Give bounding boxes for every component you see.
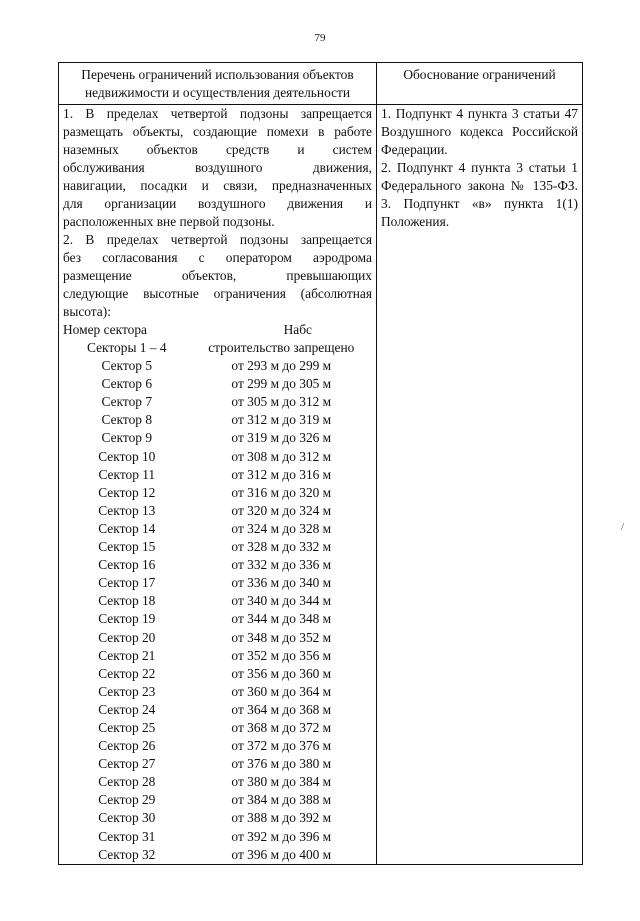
sector-height: от 299 м до 305 м [231,376,332,392]
sector-name: Сектор 14 [98,520,156,536]
sector-row [63,629,372,647]
sector-row [63,719,372,737]
sector-name: Сектор 26 [98,738,156,754]
header-restrictions-list: Перечень ограничений использования объектов недвижимости и осуществления деятельности [59,63,377,105]
sector-row [63,701,372,719]
table-body-row [59,105,583,865]
sector-name: Сектор 9 [101,430,153,446]
basis-line: 2. Подпункт 4 пункта 3 статьи 1 [381,160,578,175]
sector-row [63,556,372,574]
sector-row [63,429,372,447]
sector-row [63,846,372,864]
sector-height: от 328 м до 332 м [231,539,332,555]
sector-height: от 388 м до 392 м [231,810,332,826]
page-number: 79 [314,32,326,44]
sector-row [63,755,372,773]
sector-row [63,484,372,502]
item-2-line: следующие высотные ограничения (абсолютная [63,286,372,301]
sector-height: от 324 м до 328 м [231,520,332,536]
sector-row [63,411,372,429]
basis-line: 3. Подпункт «в» пункта 1(1) [381,196,578,211]
sector-row [63,574,372,592]
sector-row [63,773,372,791]
restrictions-table [58,62,583,865]
sector-name: Сектор 28 [98,774,156,790]
sector-name: Сектор 5 [101,358,153,374]
sector-height: строительство запрещено [208,340,355,355]
sector-height: от 376 м до 380 м [231,756,332,772]
sector-row [63,683,372,701]
sector-name: Сектор 17 [98,575,156,591]
sector-height: от 340 м до 344 м [231,593,332,609]
sector-row [63,592,372,610]
sector-height: от 312 м до 319 м [231,412,332,428]
item-1-line: навигации, посадки и связи, предназначенных [63,178,372,193]
sector-row [63,502,372,520]
item-2-line: размещение объектов, превышающих [63,268,372,283]
sector-height: от 344 м до 348 м [231,611,332,627]
sector-height: от 316 м до 320 м [231,484,332,500]
sector-height: от 372 м до 376 м [231,738,332,754]
sector-row [63,393,372,411]
sector-name: Сектор 22 [98,665,156,681]
basis-line: 1. Подпункт 4 пункта 3 статьи 47 [381,106,578,121]
sector-row-1-4 [63,339,372,357]
item-1-line: наземных объектов средств и систем [63,142,372,157]
item-1-line: размещать объекты, создающие помехи в работе [63,124,372,139]
basis-line: Федерации. [381,142,448,157]
sector-height: от 364 м до 368 м [231,701,332,717]
sector-height: от 380 м до 384 м [231,774,332,790]
sector-name: Сектор 20 [98,629,156,645]
sector-row [63,809,372,827]
sector-height: от 352 м до 356 м [231,647,332,663]
sector-row [63,375,372,393]
sector-height: от 319 м до 326 м [231,430,332,446]
item-2-line: высота): [63,304,111,319]
sector-name: Сектор 23 [98,683,156,699]
sector-height: от 360 м до 364 м [231,683,332,699]
item-2-line: 2. В пределах четвертой подзоны запрещается [63,232,372,247]
sector-height: от 384 м до 388 м [231,792,332,808]
sector-name: Сектор 24 [98,701,156,717]
sector-name: Сектор 6 [101,376,153,392]
sector-height: от 305 м до 312 м [231,394,332,410]
sector-row [63,466,372,484]
item-2 [63,231,372,321]
item-2-line: без согласования с оператором аэродрома [63,250,372,265]
sector-name: Сектор 7 [101,394,153,410]
sector-name: Сектор 18 [98,593,156,609]
sector-row [63,665,372,683]
sector-name: Сектор 16 [98,557,156,573]
item-1 [63,105,372,231]
table-header-row [59,63,583,105]
sector-row [63,737,372,755]
item-1-line: 1. В пределах четвертой подзоны запрещается [63,106,372,121]
sector-name: Сектор 31 [98,828,156,844]
header-basis: Обоснование ограничений [377,63,583,105]
basis-line: Федерального закона № 135-ФЗ. [381,178,578,193]
item-1-line: обслуживания воздушного движения, [63,160,372,175]
item-1-line: для организации воздушного движения и [63,196,372,211]
sector-name: Сектор 11 [98,466,156,482]
sector-table-header [63,321,372,339]
sector-list [63,357,372,864]
sector-height: от 312 м до 316 м [231,466,332,482]
sector-name: Сектор 21 [98,647,156,663]
sector-name: Секторы 1 – 4 [87,340,167,355]
sector-row [63,647,372,665]
sector-height: от 320 м до 324 м [231,502,332,518]
height-column-header: Набс [283,322,312,337]
sector-height: от 336 м до 340 м [231,575,332,591]
restrictions-cell [59,105,377,865]
sector-name: Сектор 30 [98,810,156,826]
basis-line: Воздушного кодекса Российской [381,124,578,139]
sector-name: Сектор 15 [98,539,156,555]
basis-line: Положения. [381,214,450,229]
sector-row [63,357,372,375]
sector-name: Сектор 32 [98,846,156,862]
sector-name: Сектор 27 [98,756,156,772]
sector-name: Сектор 25 [98,719,156,735]
sector-height: от 332 м до 336 м [231,557,332,573]
sector-row [63,791,372,809]
sector-name: Сектор 19 [98,611,156,627]
basis-cell [377,105,583,865]
sector-height: от 348 м до 352 м [231,629,332,645]
sector-row [63,538,372,556]
sector-row [63,448,372,466]
sector-name: Сектор 12 [98,484,156,500]
sector-height: от 392 м до 396 м [231,828,332,844]
sector-name: Сектор 10 [98,448,156,464]
sector-height: от 356 м до 360 м [231,665,332,681]
sector-column-header: Номер сектора [63,322,147,337]
item-1-line: расположенных вне первой подзоны. [63,214,275,229]
sector-name: Сектор 8 [101,412,153,428]
sector-row [63,828,372,846]
sector-height: от 368 м до 372 м [231,719,332,735]
sector-height: от 293 м до 299 м [231,358,332,374]
sector-name: Сектор 13 [98,502,156,518]
sector-name: Сектор 29 [98,792,156,808]
margin-mark: / [621,521,625,533]
sector-height: от 308 м до 312 м [231,448,332,464]
sector-row [63,520,372,538]
sector-row [63,610,372,628]
sector-height: от 396 м до 400 м [231,846,332,862]
